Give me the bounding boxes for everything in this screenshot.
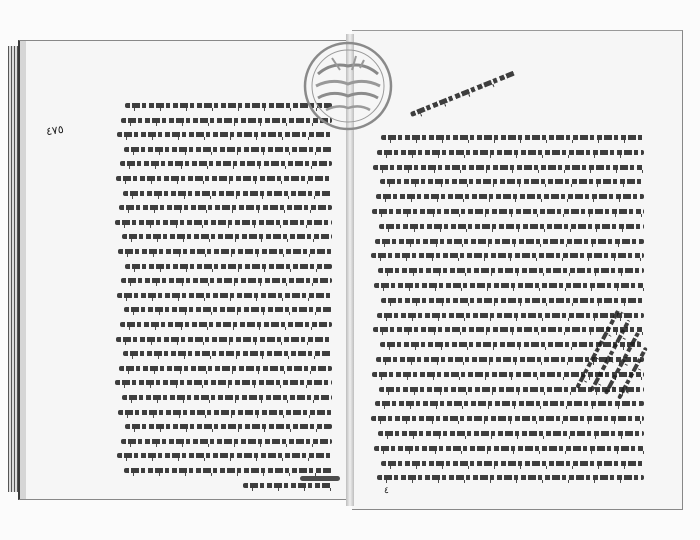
manuscript-text-line [121,278,332,283]
manuscript-text-line [119,366,332,371]
manuscript-text-line [371,253,644,258]
manuscript-text-line [116,337,332,342]
manuscript-text-line [373,165,644,170]
manuscript-text-line [381,461,644,466]
manuscript-text-line [118,249,332,254]
manuscript-text-line [377,475,644,480]
manuscript-text-line [125,103,332,108]
manuscript-text-line [122,234,332,239]
manuscript-text-line [378,268,644,273]
manuscript-text-line [120,322,332,327]
manuscript-text-line [117,453,332,458]
right-page-number: ٤ [384,486,389,496]
left-page [18,40,350,500]
catchword [300,476,340,481]
manuscript-text-line [377,313,644,318]
manuscript-text-line [381,135,644,140]
manuscript-text-line [120,161,332,166]
manuscript-text-line [123,191,332,196]
manuscript-text-line [121,118,332,123]
manuscript-text-line [378,431,644,436]
manuscript-text-line [119,205,332,210]
folio-number: ٤٧٥ [45,122,65,139]
manuscript-text-line [375,239,644,244]
manuscript-text-line [117,132,332,137]
manuscript-text-line [376,194,644,199]
manuscript-text-line [115,380,332,385]
manuscript-text-line [116,176,332,181]
manuscript-text-line [124,307,332,312]
manuscript-text-line [121,439,332,444]
manuscript-text-line [124,468,332,473]
manuscript-text-line [381,298,644,303]
manuscript-text-line [380,179,644,184]
manuscript-text-line [371,416,644,421]
manuscript-text-line [377,150,644,155]
manuscript-text-line [374,446,644,451]
manuscript-text-line [372,209,644,214]
manuscript-text-line [124,147,332,152]
manuscript-text-line [115,220,332,225]
manuscript-text-line [379,224,644,229]
ownership-seal [302,40,394,132]
manuscript-text-line [123,351,332,356]
manuscript-text-line [122,395,332,400]
manuscript-text-line [117,293,332,298]
manuscript-text-line [125,424,332,429]
manuscript-text-line [374,283,644,288]
manuscript-text-line [125,264,332,269]
manuscript-text-line [118,410,332,415]
right-page [352,30,683,510]
manuscript-text-line [243,483,332,488]
